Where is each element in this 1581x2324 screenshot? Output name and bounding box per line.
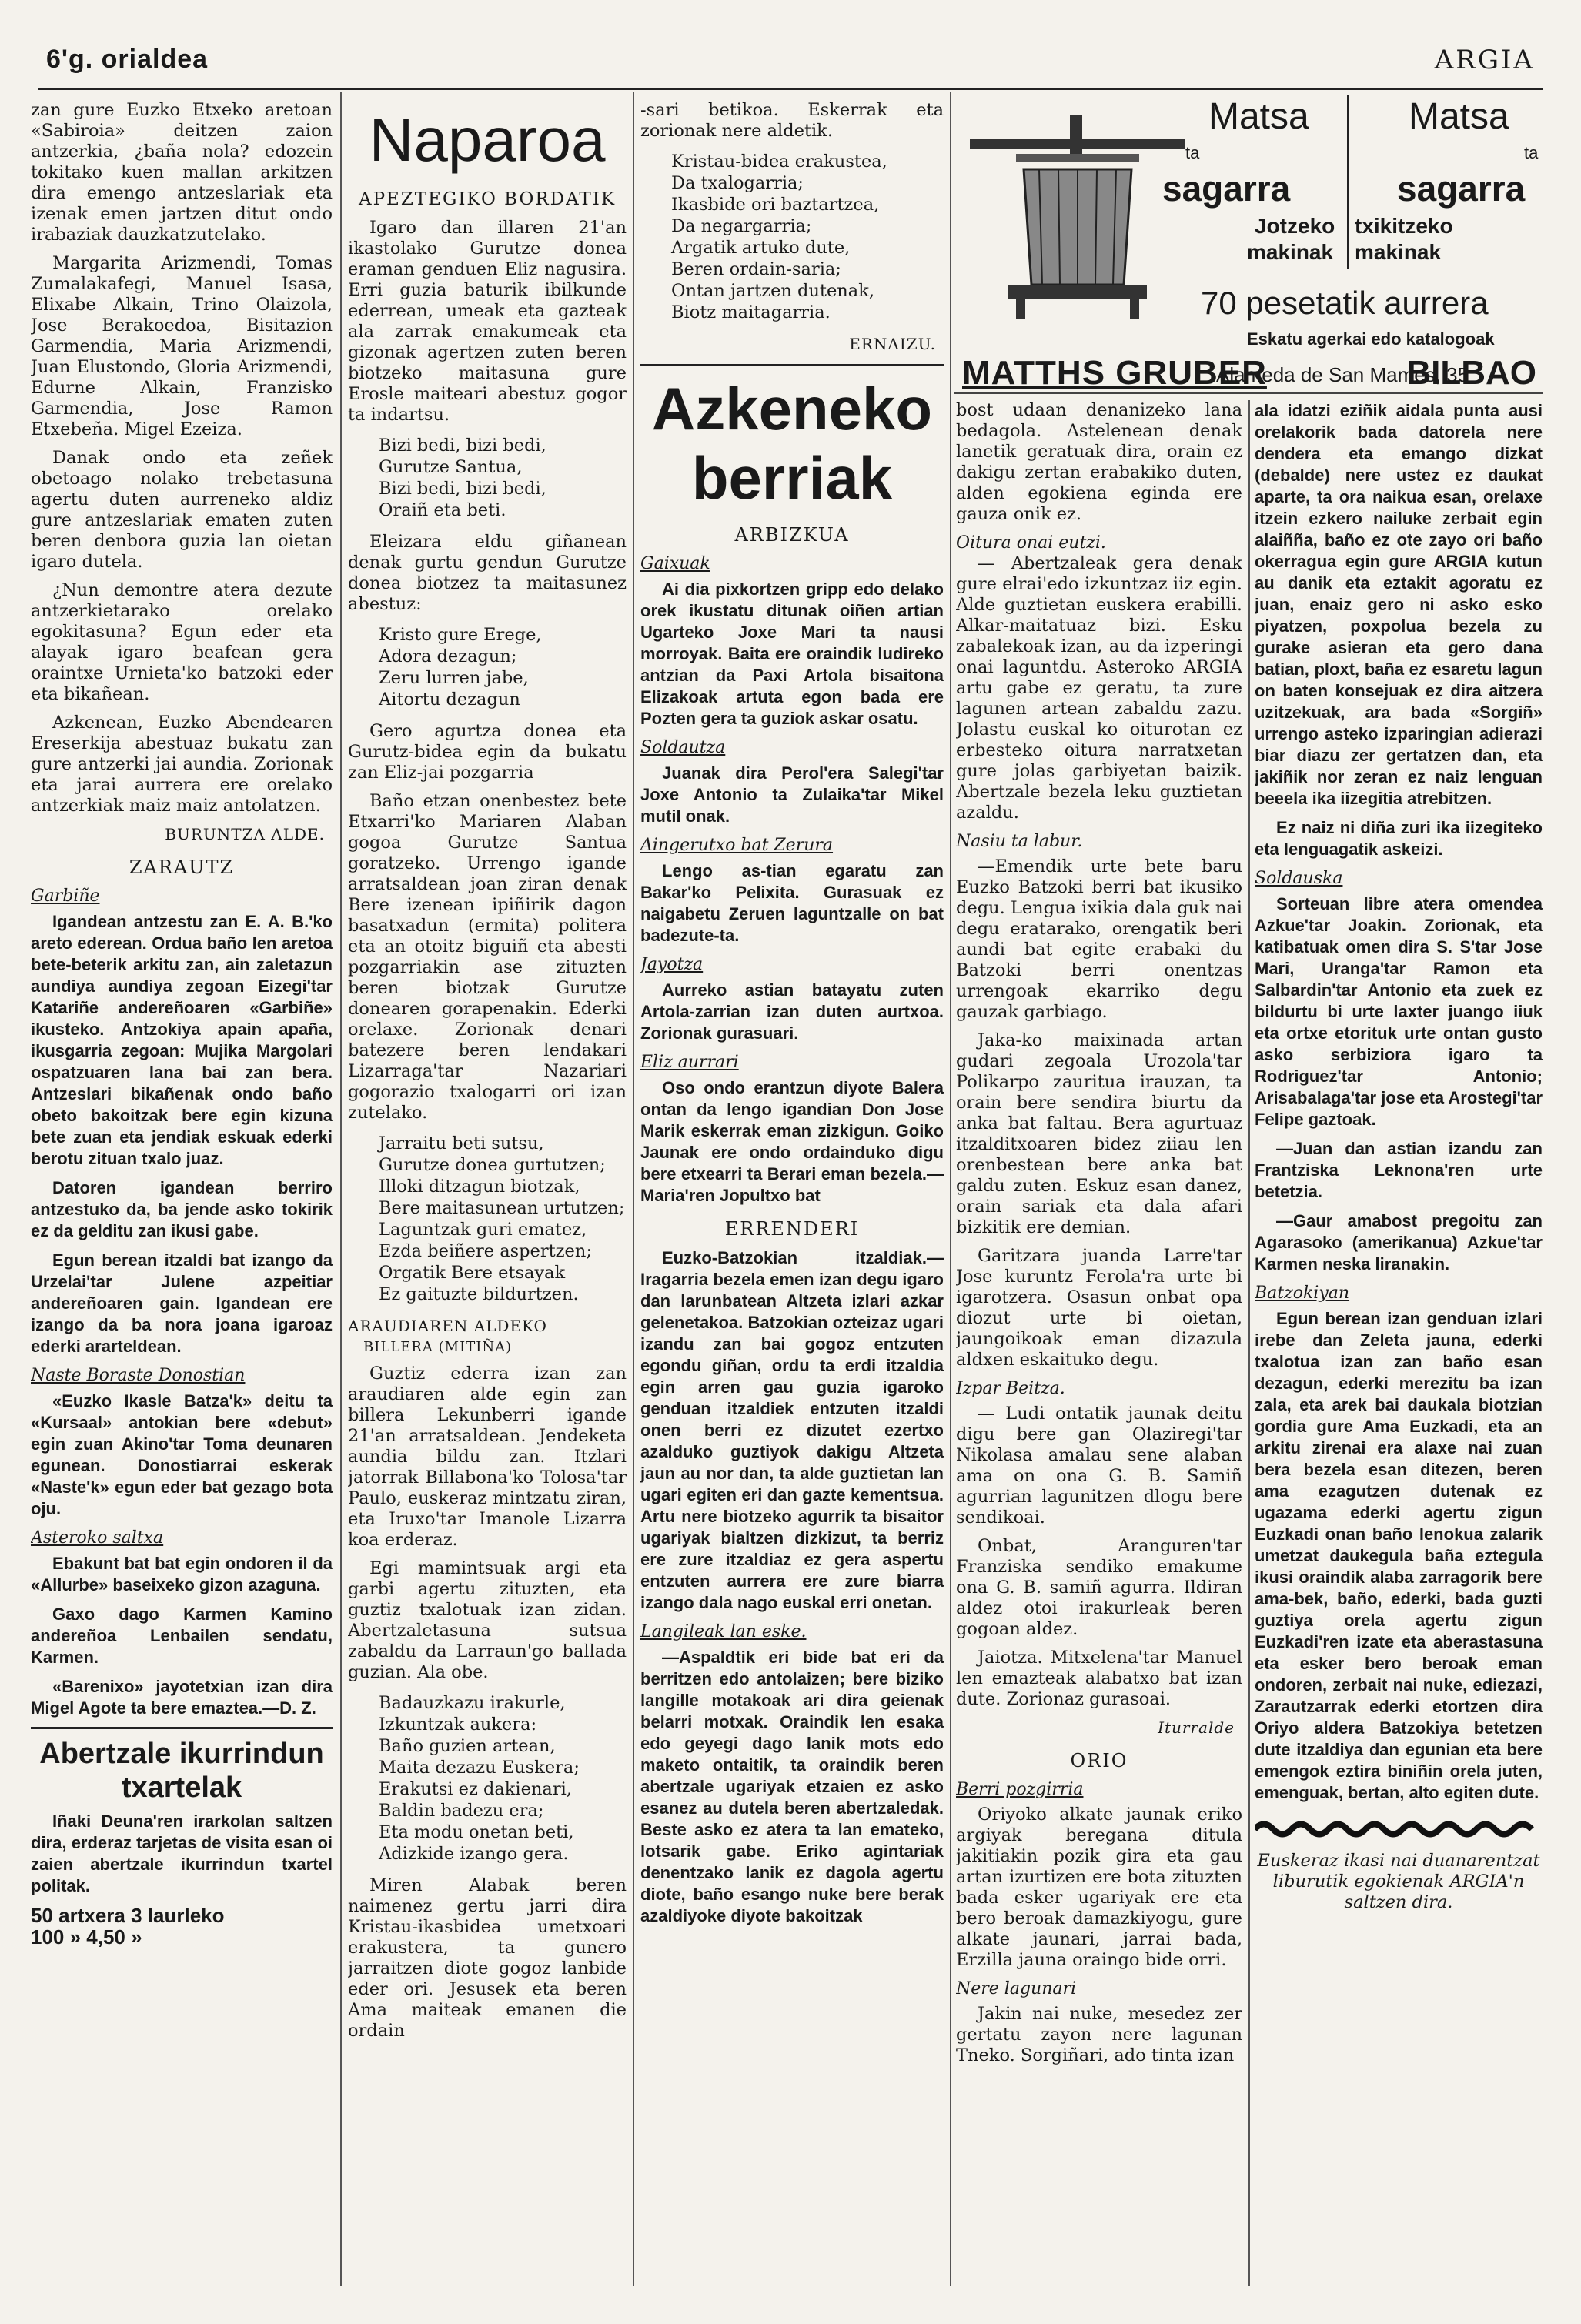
verse-line: Aitortu dezagun [379, 690, 520, 710]
article-text: Onbat, Aranguren'tar Franziska sendiko emakume ona G. B. samiñ agurra. Ildiran aldez otoi irakurleak beren gogoan aldez. [956, 1536, 1242, 1639]
verse-line: Ikasbide ori baztartzea, [671, 195, 880, 215]
verse-line: Zeru lurren jabe, [379, 668, 529, 688]
verse-line: Adizkide izango gera. [379, 1844, 569, 1864]
verse-line: Baño guzien artean, [379, 1736, 556, 1756]
ad-price: 70 pesetatik aurrera [1201, 285, 1489, 321]
column-2 [348, 100, 627, 2286]
price-line: 100 » 4,50 » [31, 1925, 142, 1948]
verse-line: Gurutze Santua, [379, 457, 523, 477]
ad-heading: sagarra [1162, 169, 1291, 209]
advertisement [954, 92, 1543, 394]
article-text: «Euzko Ikasle Batza'k» deitu ta «Kursaal» antokian bere «debut» egin zuan Akino'tar Toma deunaren egunean. Donostiarrai eskerak «Naste'k» egun eder bat gezago bota oju. [31, 1391, 333, 1518]
subheading: Berri pozgirria [956, 1780, 1084, 1799]
verse [379, 1692, 627, 1865]
article-text: Miren Alabak beren naimenez gertu jarri dira Kristau-ikasbidea umetxoari erakustera, ta gunero jarraitzen diote gogoz lanbide eder ori. Jesusek eta beren Ama maiteak emanen die ordain [348, 1875, 627, 2041]
ad-text: makinak [1247, 240, 1334, 264]
subheading: Soldauska [1255, 869, 1343, 888]
article-subheading: BILLERA (MITIÑA) [363, 1339, 513, 1355]
subheading: Jayotza [640, 955, 704, 974]
verse-line: Adora dezagun; [379, 646, 517, 666]
subheading: Oitura onai eutzi. [956, 533, 1106, 553]
page-header [38, 42, 1543, 90]
column-3 [640, 100, 944, 2286]
article-text: Oriyoko alkate jaunak eriko argiyak beregana ditula jakitiakin pozik gira eta gau artan izurtizen ere bota zituzten bada esker ugariyak ere eta bero beroak damazkiyogu, gure alkate jaunari, jarrai bada, Erzilla jauna oraingo bide orri. [956, 1805, 1242, 1970]
column-rule [633, 92, 634, 2286]
article-text: —Juan dan astian izandu zan Frantziska Leknona'ren urte betetzia. [1255, 1139, 1543, 1201]
wave-ornament [1255, 1819, 1539, 1839]
verse-line: Gurutze donea gurtutzen; [379, 1155, 606, 1175]
article-text: Aurreko astian batayatu zuten Artola-zarrian izan duten aurtxoa. Zorionak gurasuari. [640, 980, 944, 1043]
ad-city: BILBAO [1406, 354, 1536, 392]
verse-line: Bere maitasunean urtutzen; [379, 1198, 625, 1218]
article-text: Eleizara eldu giñanean denak gurtu gendun Gurutze donea biotzez ta maitasunez abestuz: [348, 532, 627, 614]
article-text: Igaro dan illaren 21'an ikastolako Gurutze donea eraman genduen Eliz nagusira. Erri guzia baturik ibilkunde ederrean, umeak eta gazteak ala zarrak emakumeak eta gizonak agertzen zuten beren biotzeko maitasuna gure Erosle maiteari abestuz gogor ta indartsu. [348, 218, 627, 425]
column-rule [1248, 400, 1250, 2286]
article-text: ¿Nun demontre atera dezute antzerkietarako orelako egokitasuna? Egun eder eta alayak igaro beafean gera oraintxe Urnieta'ko batzoki eder eta bikañean. [31, 580, 333, 704]
column-4 [956, 400, 1242, 2286]
verse-line: Beren ordain-saria; [671, 259, 841, 279]
subheading: Garbiñe [31, 887, 100, 906]
subheading: Nasiu ta labur. [956, 832, 1083, 851]
article-text: Ai dia pixkortzen gripp edo delako orek ikustatu ditunak oiñen artian Ugarteko Joxe Mari ta nausi morroyak. Baita ere oraindik ludireko antzian da Paxi Artola bisaitona Elizakoak artuta egon bada ere Pozten gera ta guziok askar osatu. [640, 579, 944, 728]
verse-line: Illoki ditzagun biotzak, [379, 1177, 580, 1197]
article-text: — Abertzaleak gera denak gure elrai'edo izkuntzaz iiz egin. Alde guztietan euskera erabilli. Alkar-maitatuaz bizi. Esku zabalekoak izan, au da izperingi onai laguntdu. Asteroko ARGIA artu gabe ez geratu, ta zure lagunen artean zabaldu zazu. Jolastu euskal ko oiturotan ez erbesteko oitura narratxetan gure jolas garbiyetan baizik. Abertzale bezela leku guztietan azaldu. [956, 553, 1242, 823]
verse-line: Maita dezazu Euskera; [379, 1758, 580, 1778]
verse [379, 624, 627, 710]
subheading: Nere lagunari [956, 1979, 1077, 1998]
column-rule [950, 92, 951, 2286]
verse-line: Bizi bedi, bizi bedi, [379, 436, 546, 456]
verse-line: Eta modu onetan beti, [379, 1822, 574, 1842]
subheading: Izpar Beitza. [956, 1379, 1065, 1398]
section-heading: ORIO [1070, 1750, 1128, 1771]
article-text: Gero agurtza donea eta Gurutz-bidea egin da bukatu zan Eliz-jai pozgarria [348, 721, 627, 783]
article-text: Margarita Arizmendi, Tomas Zumalakafegi, Manuel Isasa, Elixabe Alkain, Trino Olaizola, Jose Berakoedoa, Bisitazion Garmendia, Maria Arizmendi, Juan Elustondo, Gloria Arizmendi, Edurne Alkain, Franzisko Garmendia, Jose Ramon Etxebeña. Migel Ezeiza. [31, 253, 333, 439]
verse-line: Orgatik Bere etsayak [379, 1263, 566, 1283]
ad-address: Alameda de San Mames, 35 [1216, 363, 1469, 386]
article-text: Jaka-ko maixinada artan gudari zegoala Urozola'tar Polikarpo zauritua irauzan, ta orain bere sendira biurtu da anka bat faltau. Bera agurtuaz itzalditxoaren bidez ziiau len orenbestean bere anka bat galdu zuten. Eskuz esan danez, orain sariak eta dala afari bizkitik ere demian. [956, 1030, 1242, 1237]
subheading: Aingerutxo bat Zerura [640, 836, 834, 855]
section-title: Naparoa [369, 105, 606, 174]
article-text: ala idatzi eziñik aidala punta ausi orelakorik bada datorela nere dendera eta emango dizkat (debalde) nere ustez ez daukat aparte, ta ora naikua esan, orelaxe itzein ezkero nailuke zerbait egin alaiñña, baño ez ote zayo ori baño okerragua egin gure ARGIA kutun au danik eta eztakit agoratu ez juan, enaiz gero ni asko esko piyatzen, poxpolua bezela zu gurake asieran eta gero dana batian, ploxt, baña ez esaretu lagun on baten konsejuak ez dira aitzera uzitzekuak, ara bada «Sorgiñ» urrengo asteko izparingian adierazi biar diazu zer gertatzen dan, eta jakiñik nor zeran ez naiz lenguan beeela ika iizegitia atrebitzen. [1255, 401, 1543, 808]
article-text: Azkenean, Euzko Abendearen Ereserkija abestuaz bukatu zan gure antzerki jai aundia. Zorionak eta jarai aurrera ere orelako antzerkiak maiz maiz antolatzen. [31, 713, 333, 816]
article-text: -sari betikoa. Eskerrak eta zorionak nere aldetik. [640, 100, 944, 141]
article-text: bost udaan denanizeko lana bedagola. Astelenean denak lanetik geratuak dira, orain ez dakigu zertan erabakiko duten, alden egokiena eginda ere gauza onik ez. [956, 400, 1242, 524]
article-text: Garitzara juanda Larre'tar Jose kuruntz Ferola'ra urte bi igarotzera. Osasun onbat opa diozut urte bi oietan, jaungoikoak eman dizazula aldxen eskaituko degu. [956, 1246, 1242, 1370]
verse-line: Kristo gure Erege, [379, 625, 542, 645]
fruit-press-illustration [962, 108, 1193, 323]
article-text: Datoren igandean berriro antzestuko da, ba jende asko tokirik ez da gelditu zan ikusi gabe. [31, 1178, 333, 1240]
ad-text: Eskatu agerkai edo katalogoak [1247, 329, 1495, 349]
article-text: Danak ondo eta zeñek obetoago nolako trebetasuna agertu duten aurreneko aldiz gure antzeslariak ematen zuten beren denbora guzia lan oietan igaro dutela. [31, 448, 333, 572]
column-1 [31, 100, 333, 2286]
verse-line: Argatik artuko dute, [671, 238, 851, 258]
ad-text: ta [1524, 143, 1539, 162]
article-text: —Gaur amabost pregoitu zan Agarasoko (amerikanua) Azkue'tar Karmen neska liranakin. [1255, 1211, 1543, 1274]
article-heading: ARBIZKUA [734, 524, 850, 546]
signature: BURUNTZA ALDE. [165, 825, 325, 843]
verse-line: Ez gaituzte bildurtzen. [379, 1284, 579, 1304]
ad-text: Iñaki Deuna'ren irarkolan saltzen dira, erderaz tarjetas de visita esan oi zaien abertzale ikurrindun txartel politak. [31, 1811, 333, 1895]
footer-note: Euskeraz ikasi nai duanarentzat liburutik egokienak ARGIA'n saltzen dira. [1257, 1851, 1540, 1912]
section-heading: ERRENDERI [724, 1218, 860, 1240]
article-text: —Emendik urte bete baru Euzko Batzoki berri bat ikusiko degu. Lengua ixikia dala guk nai degu eratarako, orengatik beri aundi bat egite erabaki du Batzoki berri onentzas urrengoak ekarriko degu gauzak garbiago. [956, 856, 1242, 1022]
price-line: 50 artxera 3 laurleko [31, 1904, 225, 1927]
subheading: Naste Boraste Donostian [31, 1366, 246, 1385]
article-text: Egi mamintsuak argi eta garbi agertu zituzten, eta guztiz txalotuak izan zidan. Abertzaletasuna sutsua zabaldu da Larraun'go ballada guzian. Ala obe. [348, 1558, 627, 1682]
column-rule [340, 92, 342, 2286]
section-heading: ZARAUTZ [129, 856, 235, 878]
ad-brand: MATTHS GRUBER [962, 354, 1267, 392]
subheading: Soldautza [640, 738, 726, 757]
newspaper-name: ARGIA [1434, 45, 1535, 75]
verse-line: Izkuntzak aukera: [379, 1715, 537, 1735]
verse-line: Badauzkazu irakurle, [379, 1693, 566, 1713]
verse-line: Da negargarria; [671, 216, 812, 236]
verse-line: Bizi bedi, bizi bedi, [379, 479, 546, 499]
ad-box [31, 1727, 333, 1948]
subheading: Batzokiyan [1255, 1284, 1350, 1303]
subheading: Asteroko saltxa [31, 1528, 164, 1548]
ad-text: makinak [1355, 240, 1442, 264]
article-heading: APEZTEGIKO BORDATIK [358, 189, 617, 209]
verse-line: Kristau-bidea erakustea, [671, 152, 887, 172]
article-text: Sorteuan libre atera omendea Azkue'tar Joakin. Zorionak, eta katibatuak omen dira S. S'tar Jose Mari, Uranga'tar Ramon eta Salbardin'tar Antonio eta zuek ez bildurtu bi urte laxter juango iiuk eta ortxe etorituk urte ontan gusto asko serbiziora igaro ta Rodriguez'tar Antonio; Arisabalaga'tar jose eta Arostegi'tar Felipe gaztoak. [1255, 894, 1543, 1129]
verse-line: Da txalogarria; [671, 173, 804, 193]
section-title: berriak [691, 444, 893, 512]
ad-title: txartelak [121, 1771, 242, 1804]
ad-heading: Matsa [1409, 96, 1509, 137]
article-text: Ebakunt bat bat egin ondoren il da «Allurbe» baseixeko gizon azaguna. [31, 1554, 333, 1594]
signature: Iturralde [1158, 1718, 1235, 1737]
verse-line: Laguntzak guri ematez, [379, 1220, 587, 1240]
ad-text: txikitzeko [1355, 214, 1453, 238]
article-text: Lengo as-tian egaratu zan Bakar'ko Pelixita. Gurasuak ez naigabetu Zeruen laguntzalle on bat badezute-ta. [640, 861, 944, 945]
article-text: zan gure Euzko Etxeko aretoan «Sabiroia» deitzen zaion antzerkia, ¿baña nola? edozein tokitako kuen mallan arkitzen dira emengo antzeslariak eta izenak emen jartzen ditut ondo irabaziak dauzkatzutelako. [31, 100, 333, 245]
article-text: Euzko-Batzokian itzaldiak.— Iragarria bezela emen izan degu igaro dan larunbatean Altzeta izlari azkar gelenetakoa. Batzokian ozteizaz ugari izandu zan bai gogoz entzuten egondu giñan, ordu ta erdi itzaldia egin arren gau guzia igaroko genduan itzaldiek entzuten itzaldi onen berri ez dizutet ezertxo azalduko guztiyok dakigu Altzeta jaun au nor dan, ta alde guztietan lan ugari egiten eri dan gazte kementsua. Artu nere biotzeko agurrik ta bisaitor ugariyak bialtzen dizkizut, ta berriz ere zure itzaldiaz ez gera aspertu entzuten aurrera ere zure biarra izango dala nago euskal erri onetan. [640, 1248, 944, 1612]
verse-line: Jarraitu beti sutsu, [379, 1134, 544, 1154]
article-text: Jakin nai nuke, mesedez zer gertatu zayon nere lagunan Tneko. Sorgiñari, ado tinta izan [956, 2004, 1242, 2065]
article-text: Egun berean itzaldi bat izango da Urzelai'tar Julene azpeitiar andereñoaren gain. Igandean ere izango da ba nora joana igaroaz ederki ararteldean. [31, 1250, 333, 1356]
verse-line: Baldin badezu era; [379, 1801, 544, 1821]
verse-line: Ezda beiñere aspertzen; [379, 1241, 592, 1261]
signature: ERNAIZU. [849, 335, 936, 353]
article-text: —Aspaldtik eri bide bat eri da berritzen edo antolaizen; bere biziko langille motakoak ari dira geienak belarri motxak. Oraindik len esaka edo geyegi dago lanik mots edo maketo ontaitik, ta oraindik beren abertzale ugariyak etzaien ez asko esanez au dutela beren abertzaledak. Beste asko ez atera ta lan emateko, lotsarik gabe. Eriko agintariak denentzako lanik ez dagola agertu diote, baño esango nuke bere berak azaldiyoke diyote bakoitzak [640, 1648, 944, 1925]
ad-text: Jotzeko [1255, 214, 1335, 238]
article-text: Baño etzan onenbestez bete Etxarri'ko Mariaren Alaban gogoa Gurutze Santua goratzeko. Urrengo igande arratsaldean joan ziran denak Bere izenean ipiñirik dagon basatxadun (ermita) politera eta an otoitz biguiñ eta abesti pozgarriakin ase zituzten beren biotzak Gurutze donearen gorapenakin. Ederki orelaxe. Zorionak denari batezere beren lendakari Lizarraga'tar Nazariari gogorazio txalogarri ori izan zutelako. [348, 791, 627, 1123]
verse-line: Oraiñ eta beti. [379, 500, 506, 520]
article-text: Oso ondo erantzun diyote Balera ontan da lengo igandian Don Jose Marik eskerrak eman zizkigun. Goiko Jaunak ere ondo ordainduko digu bere etxearri ta Berari eman bezela.—Maria'ren Jopultxo bat [640, 1078, 944, 1205]
ad-title: Abertzale ikurrindun [39, 1738, 324, 1770]
article-text: Jaiotza. Mitxelena'tar Manuel len emazteak alabatxo bat izan dute. Zorionaz gurasoai. [956, 1648, 1242, 1709]
article-text: «Barenixo» jayotetxian izan dira Migel Agote ta bere emaztea.—D. Z. [31, 1677, 333, 1718]
section-title: Azkeneko [651, 375, 933, 442]
verse-line: Erakutsi ez dakienari, [379, 1779, 572, 1799]
article-text: Igandean antzestu zan E. A. B.'ko areto ederean. Ordua baño len aretoa bete-beterik arkitu zan, ain zaletazun aundiya aundiya zegoan Eizegi'tar Katariñe andereñoaren «Garbiñe» ikusteko. Antzokiya apain apaña, ikusgarria zegoan: Mujika Margolari ospatzuaren lana bai zan bera. Antzeslari bikañenak ondo baño obeto bakoitzak bere egin kizuna bete zuan eta jendiak eskuak ederki berotu zituan txalo juaz. [31, 912, 333, 1168]
article-text: Gaxo dago Karmen Kamino andereñoa Lenbailen sendatu, Karmen. [31, 1604, 333, 1667]
subheading: Langileak lan eske. [640, 1622, 807, 1641]
ad-heading: sagarra [1397, 169, 1526, 209]
article-text: Guztiz ederra izan zan araudiaren alde egin zan billera Lekunberri igande 21'an arratsaldean. Jendeketa aundia bildu zan. Itzlari jatorrak Billabona'ko Tolosa'tar Paulo, euskeraz mintzatu ziran, eta Iruxo'tar Imanole Lizarra koa erderaz. [348, 1364, 627, 1550]
verse [671, 151, 944, 323]
column-5 [1255, 400, 1543, 2286]
divider [640, 364, 944, 366]
article-heading: ARAUDIAREN ALDEKO [348, 1317, 547, 1335]
article-text: Juanak dira Perol'era Salegi'tar Joxe Antonio ta Zulaika'tar Mikel mutil onak. [640, 763, 944, 826]
subheading: Gaixuak [640, 554, 710, 573]
article-text: Egun berean izan genduan izlari irebe dan Zeleta jauna, ederki txalotua izan zan baño esan dezagun, ederki merezitu ba izan zala, eta arek bai daukala biotzian gordia gure Ama Euzkadi, eta an arkitu zirenai era alaxe nai zuan bera bezela esan ditezen, beren ama ezagutzen dutenak ez ugazama ederki agertu zigun Euzkadi onan baño lenokua zalarik umetzat daukegula baña eztegula ikusi oraindik alaba zarragorik bere ama-bek, baño, ederki, bada guzti guztiya orela agertu zigun Euzkadi'ren izate eta aberastasuna eta esker bero beroak eman ondoren, zerbait nai nuke, ediezazi, Zarautzarrak ederki etortzen dira Oriyo aldera Batzokiya betetzen dute itzaldiya dan egunian eta bere emengok eztira biniñin orela juten, emenguak, bertan, alto egiten dute. [1255, 1309, 1543, 1802]
verse [379, 435, 627, 521]
article-text: Ez naiz ni diña zuri ika iizegiteko eta lenguagatik askeizi. [1255, 818, 1543, 859]
article-text: — Ludi ontatik jaunak deitu digu bere gan Olaziregi'tar Nikolasa amalau sene alaban ama on ona G. B. Samiñ agurrian lagunitzen dlogu bere sendikoai. [956, 1404, 1242, 1528]
page-number: 6'g. orialdea [46, 45, 209, 74]
ad-divider [1347, 95, 1349, 269]
verse-line: Ontan jartzen dutenak, [671, 281, 874, 301]
verse-line: Biotz maitagarria. [671, 302, 831, 322]
ad-heading: Matsa [1208, 96, 1309, 137]
ad-text: ta [1185, 143, 1200, 162]
subheading: Eliz aurrari [640, 1053, 739, 1072]
verse [379, 1133, 627, 1305]
